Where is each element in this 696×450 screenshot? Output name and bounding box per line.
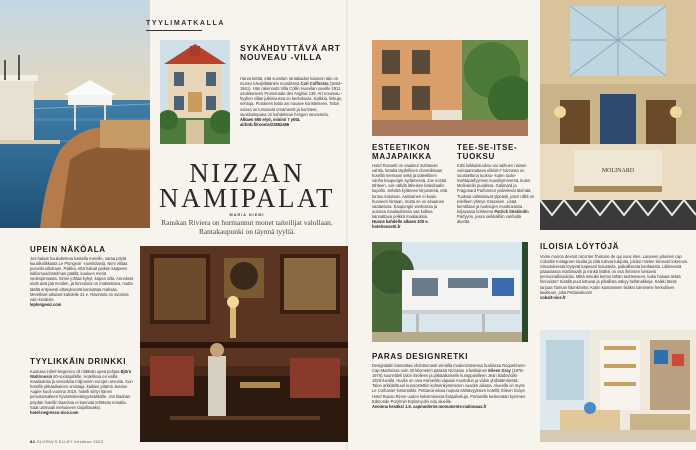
page-number: 84	[30, 439, 36, 444]
villa-illustration	[160, 40, 230, 144]
photo-cobalt-shop	[540, 330, 696, 442]
main-title	[152, 158, 342, 213]
paras-body-bold: Eileen Gray	[488, 368, 511, 374]
photo-villa	[160, 40, 230, 144]
section-rule	[146, 30, 202, 31]
ilolsia-heading: ILOISIA LÖYTÖJÄ	[540, 242, 620, 251]
teesitse-body-text: Kiitti luikkaistuoksu vai vaihuen naisen voimaannuttava elikiirin? Nizzasta on suositeltuna tuoksu- kuten tuote-mahtaparfyymien kuusikymmentä, kuten Molinardin puodissa. Galimard ja Fragonard Parfumeur palvelevat täsmää. Tuoksut valmistavat ylpeästi, joten niillä on edelleen yhteys Grasseen. Lisää kerrallaan ja tuoksujen muuttuvassa kirjavassa kohteena	[457, 163, 535, 214]
photo-sea-terrace	[0, 0, 150, 228]
ilolsia-link[interactable]: cobalt-nice.fr	[540, 294, 566, 300]
drinkki-body-text-2: 60-vuotisjuhlille. Hotellissa en esillä maalauksia ja veistoksia miljoonien eurojen arvosta. Kun hotellin pitkäaikainen omistaja, kaikien pitämä Jeanne Augier kuoli vuonna 2019, hotelli siirtyi hänen perustamalleen hyväntekeväisyyssäätiölle. Jos tilaahan pöydän hotellin baarissa ei kannata tehtävän ennalta. Saat unimaali mehuineen tarjoiltavaksi.	[30, 374, 133, 410]
ilolsia-body-text: Voine moiron devroit roconter l'histoire de qui vous êtes. Lauseen pituinen cap Cobaltin Instagram-sivulta ja siitä tulevat lukijoita, joiden mielen kiinnosti lokeroon. Sisustuksesta löytyvät kapeasti mausteita, paikallisesta kankaasta. Liikkeessä pääasiassa mattimaalit ja minkä lisäksi on osa ihmisten loistavia persoonallisuuksia. Mikä minulla kertoo tähän tuotteeseen, kuka haluaa tietää hinnoista? Sisällä puut lettuvat ja pihallista näkyy hellänakkeja. Kaikki tässä tarjoaa Tarinan liitonkimitsi; Kotiin kantamisen lisäksi toimimme herkullisen laukkuun, joka Pettanuikoon!	[540, 254, 689, 295]
rossetti-illustration	[372, 40, 528, 136]
issue-date: Kesäkuu 2023	[74, 439, 104, 444]
villa-body-text: Harva tietää, että suositun rantakadun kaunein talo on museo kävijöiltäänkin mondännä	[240, 76, 339, 87]
paras-body-text: Designtaitin kannattaa ehdottomasti vierailla modernistisessa huvilassa Roquebrune-Cap-Martinissa noin 30 kilometrin päässä Nizzasta. Irlantilainen	[372, 363, 527, 374]
esteettikon-heading: ESTEETIKON MAJAPAIKKA	[372, 143, 432, 161]
teesitse-body-bold: Patrick Süskindin	[494, 208, 529, 214]
teesitse-heading: TEE-SE-ITSE-TUOKSU	[457, 143, 518, 161]
ilolsia-body	[540, 254, 690, 300]
molinard-sign: MOLINARD	[601, 168, 635, 174]
villa-link[interactable]: airbnb.fi/rooms/23552466	[240, 121, 290, 127]
drinkki-heading: TYYLIKKÄIN DRINKKI	[30, 357, 127, 366]
sea-terrace-illustration	[0, 0, 150, 228]
paras-body	[372, 363, 528, 409]
photo-hotel-bar	[140, 246, 348, 442]
lede-text: Ranskan Riviera on hurmannut monet taiteilijat valollaan. Rantakaupunki on täynnä tyyliä.	[161, 218, 333, 236]
esteettikon-link[interactable]: hotelrossetti.fr	[372, 224, 401, 230]
photo-molinard-shop	[540, 0, 696, 230]
drinkki-body-bold: Björn Wahlroosin	[30, 369, 132, 380]
main-title-line1: NIZZAN	[189, 158, 305, 188]
villa-heading: SYKÄHDYTTÄVÄ ART NOUVEAU -VILLA	[240, 43, 341, 63]
section-label: TYYLIMATKALLA	[146, 20, 225, 27]
esteettikon-price: Huone kahdelle alkaen 100 e.	[372, 219, 429, 225]
esteettikon-body-text: Hotel Rossetti on vaatinut mahtavan vahtia, tietakä täydellinen charmikkaan hotellin teemaan sekä ja taiteellinen vanha kaupungin sydämessä. Joe nostat tähteen, voit nähdä läheisen katedraalin kupolin. Selvittä kyläneen kirjundesä, että tuntuu kotoisan. Aamiainen ei kuulu huoneen hintaan, mutta se on ainaanen saatavissa. Kaupungin vanhoissa ja uusissa maalauksissa saa kulkea kannattava pelkkä maalauksia.	[372, 163, 448, 219]
modernist-villa-illustration	[372, 242, 528, 342]
villa-body-bold: Carl Coffinista	[300, 81, 329, 87]
esteettikon-body	[372, 163, 448, 229]
upein-body-text: Jos haluat houkutteleva katsella merelle, varaa pöytä kuusikolikkasta Le Plongeoir -ravintolasta. Nimi viittaa punoshuoltokaan. Paikka, että haluat paikan kaapeen kalliomuodostelman päällä, kuuluen meriä vedenpinnasta. Sinne johtaa kyhyt, kapea silta. Annokset eivät aivä jää meiden, ja hinnoissa on maksettava, mutta täältä erityisesti elämyksestä kannattaa maksaa. Merelliset aikuiset kahdelle 31 e. Ravintola on avoinna vain kesäisin.	[30, 256, 134, 302]
right-page	[348, 0, 696, 450]
drinkki-body-text: Kuuluisa Hôtel Negresco oli riittävän upea pohjaa	[30, 369, 121, 374]
page-footer	[30, 439, 103, 444]
drinkki-link[interactable]: hotel-negresco-nice.com	[30, 409, 79, 415]
photo-hotel-rossetti	[372, 40, 528, 136]
teesitse-body	[457, 163, 535, 224]
main-title-line2: NAMIPALAT	[158, 183, 336, 213]
paras-heading: PARAS DESIGNRETKI	[372, 352, 469, 361]
upein-body	[30, 256, 134, 307]
photo-modernist-villa	[372, 242, 528, 342]
molinard-illustration	[540, 0, 696, 230]
teesitse-body-text-2: Parfyymi, jossa seikkailtiin vanhalla aluetta.	[457, 213, 521, 225]
hotel-bar-illustration	[140, 246, 348, 442]
paras-body-text-2: (1878–1976) suunnitteli talon itselleen ja pitkäaikaiselle kumppanilleen Jean Badovicille 1920-luvulla. Huvila on oiva esimerkki vapaan muotoilun ja valon yhdistämisestä. Talon arkkitehtuuri kunnostettiin kolmenkymmenen vuoden aikana. Alueella on myös Le Corbusier lomamökki. Pettanoinnissa nopeat nähtävyyksien hotellit; Eileen Grayn Hotel Ruusu Rinne uuden keksimisessä lisäpalveluja. Portaisilla keskenään kymmen Edmonde Poryhnin Eiplomyuhs edu alueille.	[372, 368, 526, 404]
paras-link[interactable]: Avoinna kesäksi 1.5. capmoderne.monuments-nationaux.fr	[372, 403, 487, 409]
villa-body-text-2: (1863–1941). Hän rakennutti Villa Collin Huovilan suvelle 1911 osoitteeseen Promenade des Anglais 139. Art nouveau -hyylien villan julkisivussa on kerkokuvia. Kaikkia, linkuja, nehtoja. Punainen katto asi nousee koristeineen. Talon ovissa on lumoavat ornamentit ja koristeet, suosituimpana on kahdeksan hengen seurustelu.	[240, 81, 343, 117]
author-byline: MARIA NIEMI	[229, 213, 265, 217]
drinkki-body	[30, 369, 134, 415]
villa-body	[240, 76, 344, 127]
upein-link[interactable]: leplongeoir.com	[30, 301, 62, 307]
villa-price: Alkaen 550 e/yö, minimi 7 yötä.	[240, 116, 301, 122]
cobalt-shop-illustration	[540, 330, 696, 442]
magazine-name: GLORIA'S ELLEY	[36, 439, 73, 444]
upein-heading: UPEIN NÄKÖALA	[30, 245, 106, 254]
